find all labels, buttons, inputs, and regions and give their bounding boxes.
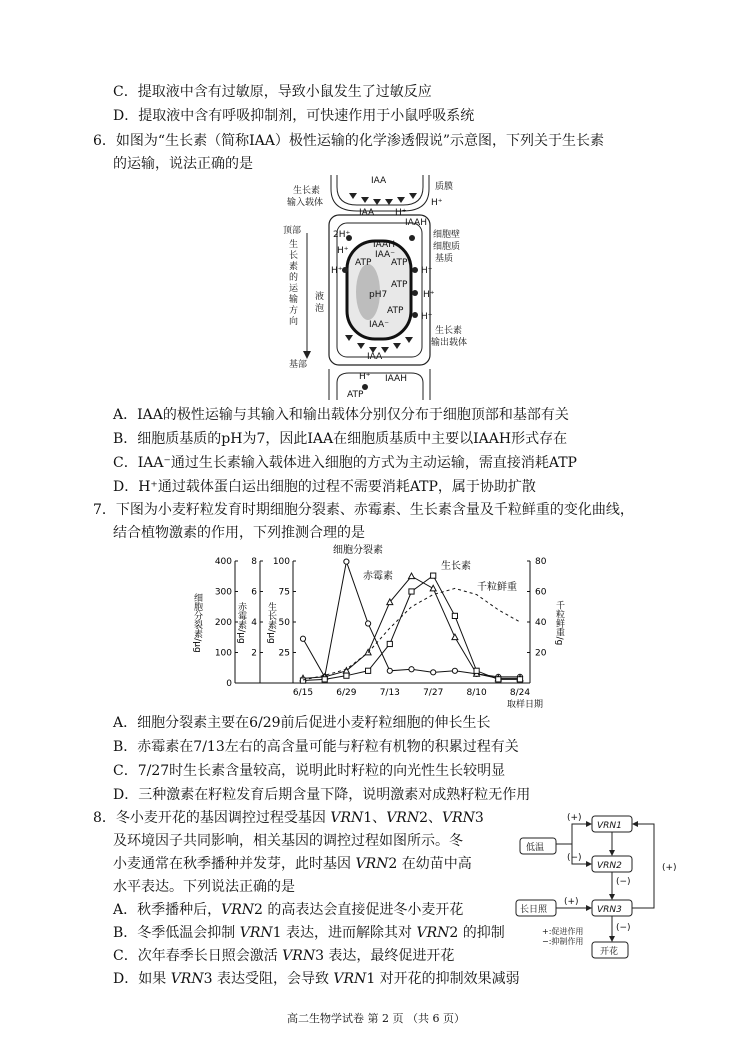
data-point [387, 668, 392, 673]
diagram-label: IAAH [373, 240, 395, 250]
data-point [431, 670, 436, 675]
diagram-label: IAA⁻ [369, 320, 389, 330]
direction-char: 生 [289, 240, 299, 250]
diagram-label: H⁺ [395, 208, 407, 218]
q6-stem-line1: 6．如图为“生长素（简称IAA）极性运输的化学渗透假说”示意图，下列关于生长素 [93, 133, 604, 149]
diagram-label: 细胞壁 [433, 230, 461, 240]
x-tick-label: 8/24 [509, 688, 531, 698]
legend-inhibit: −:抑制作用 [542, 937, 584, 946]
data-point [300, 636, 305, 641]
cold-label: 低温 [526, 843, 545, 853]
diagram-label: 基质 [435, 254, 454, 264]
fresh_weight-axis-label: 千粒鲜重/g [554, 600, 564, 646]
data-point [452, 668, 457, 673]
diagram-label: H⁺ [423, 290, 435, 300]
x-tick-label: 6/29 [336, 688, 357, 698]
q5-option-c: C．提取液中含有过敏原，导致小鼠发生了过敏反应 [113, 84, 432, 100]
edge-label: (−) [616, 877, 631, 887]
data-point [452, 634, 458, 640]
q6-option-c: C．IAA⁻通过生长素输入载体进入细胞的方式为主动运输，需直接消耗ATP [113, 455, 577, 471]
series-label: 赤霉素 [363, 571, 393, 582]
x-tick-label: 8/10 [466, 688, 487, 698]
diagram-label: 输入载体 [287, 198, 324, 208]
q7-option-a: A．细胞分裂素主要在6/29前后促进小麦籽粒细胞的伸长生长 [113, 715, 491, 731]
q7-stem-line2: 结合植物激素的作用，下列推测合理的是 [113, 525, 365, 541]
diagram-label: ATP [347, 390, 364, 400]
diagram-label: H⁺ [421, 312, 433, 322]
data-point [452, 613, 457, 618]
data-point [322, 677, 327, 682]
direction-char: 运 [289, 284, 299, 294]
series-label: 千粒鲜重 [477, 582, 517, 593]
q6-option-b: B．细胞质基质的pH为7，因此IAA在细胞质基质中主要以IAAH形式存在 [113, 431, 568, 447]
page-footer: 高二生物学试卷 第 2 页 （共 6 页） [287, 1012, 465, 1025]
vrn2-label: VRN2 [597, 861, 622, 871]
direction-char: 向 [289, 317, 299, 327]
q8-option-b: B．冬季低温会抑制 VRN1 表达，进而解除其对 VRN2 的抑制 [113, 925, 505, 941]
diagram-label: IAA [371, 176, 387, 186]
diagram-label: 泡 [315, 304, 325, 314]
y-tick-label: 0 [226, 679, 232, 689]
diagram-label: 2H⁺ [333, 230, 351, 240]
diagram-label: IAA⁻ [375, 250, 395, 260]
diagram-label: 细胞质 [433, 242, 461, 252]
gibberellin-axis-label: 赤霉素/μg [236, 602, 246, 644]
diagram-label: 质膜 [435, 182, 454, 192]
y-tick-label: 20 [535, 648, 547, 659]
y-tick-label: 100 [214, 648, 232, 659]
q7-option-c: C．7/27时生长素含量较高，说明此时籽粒的向光性生长较明显 [113, 763, 506, 779]
diagram-label: IAAH [405, 218, 427, 228]
data-point [409, 667, 414, 672]
data-point [300, 678, 305, 683]
series-label: 细胞分裂素 [333, 545, 383, 556]
diagram-label: 基部 [289, 360, 308, 370]
data-point [517, 677, 522, 682]
q8-stem-line3: 小麦通常在秋季播种并发芽，此时基因 VRN2 在幼苗中高 [113, 856, 472, 872]
q8-stem-line4: 水平表达。下列说法正确的是 [113, 879, 295, 895]
series-label: 生长素 [441, 561, 471, 572]
vrn3-label: VRN3 [597, 905, 622, 915]
q6-stem-line2: 的运输，说法正确的是 [113, 156, 253, 172]
diagram-label: H⁺ [337, 246, 349, 256]
edge-label: (+) [567, 813, 582, 823]
y-tick-label: 80 [535, 557, 547, 567]
hormone-chart [185, 543, 575, 713]
data-point [496, 677, 501, 682]
edge-label: (+) [662, 863, 677, 873]
q7-option-b: B．赤霉素在7/13左右的高含量可能与籽粒有机物的积累过程有关 [113, 739, 519, 755]
vrn-regulation-diagram [512, 808, 687, 970]
data-point [409, 589, 414, 594]
q5-option-d: D．提取液中含有呼吸抑制剂，可快速作用于小鼠呼吸系统 [113, 108, 475, 124]
diagram-label: H⁺ [359, 372, 371, 382]
y-tick-label: 75 [278, 587, 290, 598]
y-tick-label: 100 [272, 557, 290, 567]
y-tick-label: 400 [214, 557, 232, 567]
diagram-label: H⁺ [421, 266, 433, 276]
data-point [474, 668, 479, 673]
diagram-label: pH7 [369, 290, 388, 300]
edge-label: (−) [616, 923, 631, 933]
y-tick-label: 2 [251, 648, 257, 659]
q8-stem-line1: 8．冬小麦开花的基因调控过程受基因 VRN1、VRN2、VRN3 [93, 810, 484, 826]
y-tick-label: 200 [214, 618, 232, 628]
edge-label: (+) [564, 897, 579, 907]
data-point [344, 673, 349, 678]
vrn1-label: VRN1 [597, 821, 622, 831]
x-tick-label: 6/15 [292, 688, 314, 698]
direction-char: 素 [289, 262, 299, 272]
y-tick-label: 25 [278, 648, 290, 659]
q7-option-d: D．三种激素在籽粒发育后期含量下降，说明激素对成熟籽粒无作用 [113, 787, 531, 803]
direction-char: 输 [289, 295, 299, 305]
auxin-transport-diagram [275, 175, 468, 400]
y-tick-label: 4 [251, 618, 257, 628]
diagram-label: ATP [391, 258, 408, 268]
q8-option-a: A．秋季播种后，VRN2 的高表达会直接促进冬小麦开花 [113, 902, 464, 918]
data-point [366, 621, 371, 626]
diagram-label: ATP [391, 280, 408, 290]
x-axis-label: 取样日期 [506, 700, 544, 710]
q6-option-d: D．H⁺通过载体蛋白运出细胞的过程不需要消耗ATP，属于协助扩散 [113, 479, 536, 495]
diagram-label: H⁺ [331, 266, 343, 276]
q7-stem-line1: 7．下图为小麦籽粒发育时期细胞分裂素、赤霉素、生长素含量及千粒鲜重的变化曲线， [93, 502, 634, 518]
edge-label: (−) [567, 853, 582, 863]
y-tick-label: 40 [535, 618, 547, 628]
q6-option-a: A．IAA的极性运输与其输入和输出载体分别仅分布于细胞顶部和基部有关 [113, 407, 569, 423]
data-point [430, 585, 436, 591]
auxin-axis-label: 生长素/μg [266, 602, 276, 644]
y-tick-label: 6 [251, 587, 257, 598]
y-tick-label: 8 [251, 557, 257, 567]
data-point [409, 573, 415, 579]
y-tick-label: 300 [214, 587, 232, 598]
data-point [387, 641, 392, 646]
y-tick-label: 50 [278, 618, 290, 628]
diagram-label: 液 [315, 292, 325, 302]
long-day-label: 长日照 [520, 905, 548, 915]
diagram-label: IAA [359, 208, 375, 218]
flower-label: 开花 [600, 947, 619, 957]
diagram-label: 输出载体 [431, 338, 468, 348]
diagram-label: 生长素 [293, 186, 321, 196]
diagram-label: H⁺ [431, 198, 443, 208]
diagram-label: ATP [355, 258, 372, 268]
q8-option-d: D．如果 VRN3 表达受阻，会导致 VRN1 对开花的抑制效果减弱 [113, 971, 520, 987]
cytokinin-axis-label: 细胞分裂素/μg [192, 593, 202, 653]
direction-char: 的 [289, 273, 299, 283]
q8-stem-line2: 及环境因子共同影响，相关基因的调控过程如图所示。冬 [113, 833, 463, 849]
x-tick-label: 7/13 [379, 688, 400, 698]
data-point [431, 573, 436, 578]
direction-char: 长 [289, 251, 299, 261]
legend-promote: +:促进作用 [542, 927, 584, 936]
y-tick-label: 60 [535, 587, 547, 598]
q8-option-c: C．次年春季长日照会激活 VRN3 表达，最终促进开花 [113, 948, 455, 964]
data-point [366, 668, 371, 673]
diagram-label: 生长素 [435, 326, 463, 336]
x-tick-label: 7/27 [423, 688, 444, 698]
data-point [344, 559, 349, 564]
diagram-label: IAA [367, 352, 383, 362]
diagram-label: 顶部 [283, 226, 302, 236]
direction-char: 方 [289, 306, 299, 316]
diagram-label: IAAH [385, 374, 407, 384]
diagram-label: ATP [387, 306, 404, 316]
